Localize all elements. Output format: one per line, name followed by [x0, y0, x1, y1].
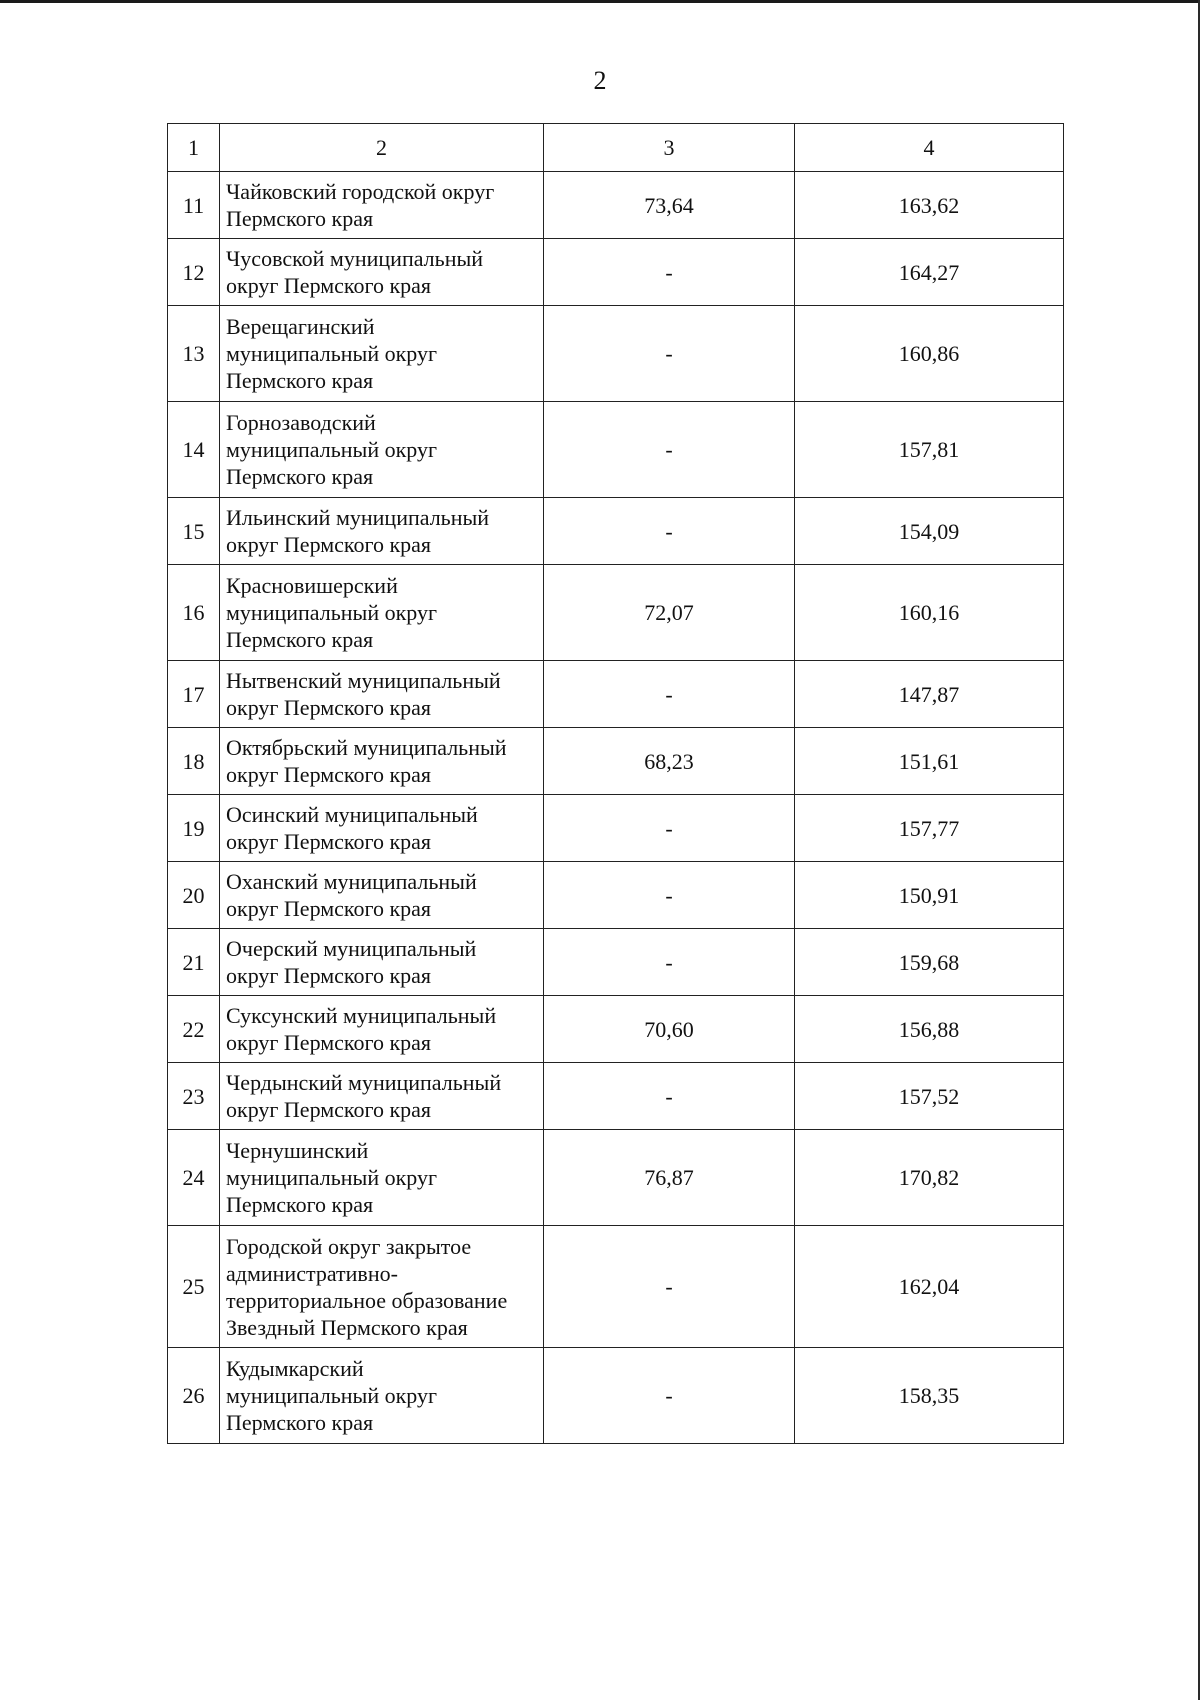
table-row	[168, 239, 1064, 306]
value-col4: 160,16	[795, 565, 1064, 661]
row-number: 20	[168, 862, 220, 929]
value-col4: 157,77	[795, 795, 1064, 862]
value-col3: -	[544, 239, 795, 306]
value-col3: 73,64	[544, 172, 795, 239]
value-col4: 157,81	[795, 402, 1064, 498]
municipality-name: Кудымкарский муниципальный округ Пермского края	[220, 1348, 544, 1444]
table-row	[168, 1063, 1064, 1130]
table-row	[168, 661, 1064, 728]
municipality-name: Городской округ закрытое административно- территориальное образование Звездный Пермского края	[220, 1226, 544, 1348]
header-cell: 1	[168, 124, 220, 172]
municipality-name: Осинский муниципальный округ Пермского края	[220, 795, 544, 862]
value-col4: 158,35	[795, 1348, 1064, 1444]
municipality-name: Чайковский городской округ Пермского края	[220, 172, 544, 239]
row-number: 15	[168, 498, 220, 565]
value-col3: -	[544, 929, 795, 996]
table-row	[168, 172, 1064, 239]
value-col4: 150,91	[795, 862, 1064, 929]
header-cell: 4	[795, 124, 1064, 172]
municipality-name: Ильинский муниципальный округ Пермского края	[220, 498, 544, 565]
header-cell: 3	[544, 124, 795, 172]
table-row	[168, 1130, 1064, 1226]
table-header-row	[168, 124, 1064, 172]
table-row	[168, 795, 1064, 862]
page-number: 2	[593, 66, 607, 95]
value-col3: -	[544, 402, 795, 498]
municipality-name: Горнозаводский муниципальный округ Пермского края	[220, 402, 544, 498]
row-number: 21	[168, 929, 220, 996]
value-col3: -	[544, 1063, 795, 1130]
table-row	[168, 402, 1064, 498]
table-row	[168, 565, 1064, 661]
municipality-name: Оханский муниципальный округ Пермского края	[220, 862, 544, 929]
table-row	[168, 1226, 1064, 1348]
value-col3: 70,60	[544, 996, 795, 1063]
value-col4: 157,52	[795, 1063, 1064, 1130]
row-number: 13	[168, 306, 220, 402]
value-col3: 72,07	[544, 565, 795, 661]
value-col4: 160,86	[795, 306, 1064, 402]
value-col4: 159,68	[795, 929, 1064, 996]
value-col4: 170,82	[795, 1130, 1064, 1226]
value-col3: -	[544, 1226, 795, 1348]
value-col4: 154,09	[795, 498, 1064, 565]
row-number: 18	[168, 728, 220, 795]
row-number: 12	[168, 239, 220, 306]
value-col4: 151,61	[795, 728, 1064, 795]
value-col3: -	[544, 661, 795, 728]
municipality-name: Чердынский муниципальный округ Пермского края	[220, 1063, 544, 1130]
municipality-name: Нытвенский муниципальный округ Пермского края	[220, 661, 544, 728]
table-row	[168, 306, 1064, 402]
row-number: 16	[168, 565, 220, 661]
row-number: 26	[168, 1348, 220, 1444]
row-number: 24	[168, 1130, 220, 1226]
municipality-name: Чернушинский муниципальный округ Пермского края	[220, 1130, 544, 1226]
value-col3: -	[544, 1348, 795, 1444]
municipality-name: Чусовской муниципальный округ Пермского края	[220, 239, 544, 306]
value-col3: 76,87	[544, 1130, 795, 1226]
value-col4: 147,87	[795, 661, 1064, 728]
table-row	[168, 1348, 1064, 1444]
header-cell: 2	[220, 124, 544, 172]
row-number: 25	[168, 1226, 220, 1348]
table-row	[168, 929, 1064, 996]
value-col3: 68,23	[544, 728, 795, 795]
table-row	[168, 996, 1064, 1063]
value-col3: -	[544, 306, 795, 402]
value-col4: 162,04	[795, 1226, 1064, 1348]
value-col3: -	[544, 795, 795, 862]
row-number: 17	[168, 661, 220, 728]
row-number: 22	[168, 996, 220, 1063]
municipality-name: Верещагинский муниципальный округ Пермского края	[220, 306, 544, 402]
scan-edge-top	[0, 0, 1200, 3]
table-row	[168, 862, 1064, 929]
municipality-name: Очерский муниципальный округ Пермского края	[220, 929, 544, 996]
table-row	[168, 728, 1064, 795]
row-number: 19	[168, 795, 220, 862]
row-number: 23	[168, 1063, 220, 1130]
value-col3: -	[544, 498, 795, 565]
municipality-name: Октябрьский муниципальный округ Пермского края	[220, 728, 544, 795]
municipality-name: Красновишерский муниципальный округ Пермского края	[220, 565, 544, 661]
data-table	[167, 123, 1064, 1444]
value-col3: -	[544, 862, 795, 929]
row-number: 11	[168, 172, 220, 239]
value-col4: 156,88	[795, 996, 1064, 1063]
row-number: 14	[168, 402, 220, 498]
table-row	[168, 498, 1064, 565]
value-col4: 164,27	[795, 239, 1064, 306]
value-col4: 163,62	[795, 172, 1064, 239]
municipality-name: Суксунский муниципальный округ Пермского края	[220, 996, 544, 1063]
